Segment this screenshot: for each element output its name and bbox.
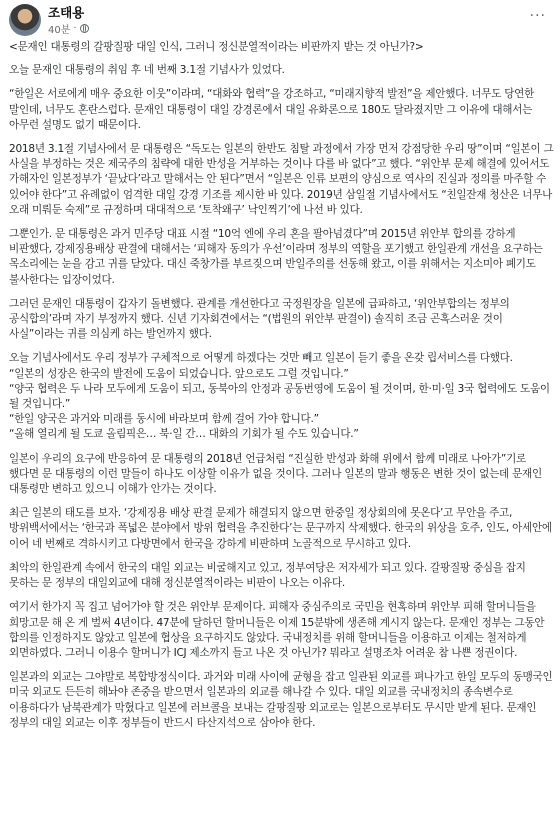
post-header (0, 0, 560, 40)
more-options-icon[interactable]: ··· (529, 8, 546, 24)
avatar[interactable] (9, 4, 41, 36)
post-meta: 40분 · (48, 21, 89, 36)
post-paragraph: 일본이 우리의 요구에 반응하여 문 대통령의 2018년 언급처럼 “진실한 반성과 화해 위에서 함께 미래로 나아가”기로 했다면 문 대통령의 이런 말들이 하나도 이상할 이유가 없을 것이다. 그러나 일본의 말과 행동은 변한 것이 없는데 문재인 대통령만 변하고 있으니 이해가 안가는 것이다. (9, 452, 542, 496)
post-paragraphs (9, 63, 554, 731)
post-time[interactable]: 40분 (48, 25, 71, 36)
post-paragraph: “한일은 서로에게 매우 중요한 이웃”이라며, “대화와 협력”을 강조하고, “미래지향적 발전”을 제안했다. 너무도 당연한 말인데, 너무도 혼란스럽다. 문재인 대통령이 대일 강경론에서 대일 유화론으로 180도 달라졌지만 그 이유에 대해서는 아무런 설명도 없기 때문이다. (9, 88, 535, 131)
post-paragraph: 오늘 문재인 대통령의 취임 후 네 번째 3.1절 기념사가 있었다. (9, 64, 285, 77)
author-name[interactable]: 조태용 (48, 5, 85, 20)
post-paragraph: 그뿐인가. 문 대통령은 과거 민주당 대표 시절 “10억 엔에 우리 혼을 팔아넘겼다”며 2015년 위안부 합의를 강하게 비판했다, 강제징용배상 판결에 대해서는 ‘피해자 동의가 우선’이라며 정부의 역할을 포기했고 한일관계 개선을 요구하는 목소리에는 눈을 감고 귀를 닫았다. 대신 죽창가를 부르짖으며 반일주의를 선동해 왔고, 이를 위해서는 지소미아 폐기도 불사한다는 입장이었다. (9, 228, 543, 286)
post-title: <문재인 대통령의 갈팡질팡 대일 인식, 그러니 정신분열적이라는 비판까지 받는 것 아닌가?> (9, 41, 424, 53)
post-paragraph: 오늘 기념사에서도 우리 정부가 구체적으로 어떻게 하겠다는 것만 빼고 일본이 듣기 좋을 온갖 립서비스를 다했다. “일본의 성장은 한국의 발전에 도움이 되었습니다. 앞으로도 그럴 것입니다.” “양국 협력은 두 나라 모두에게 도움이 되고, 동북아의 안정과 공동번영에 도움이 될 것이며, 한·미·일 3국 협력에도 도움이 될 것입니다.” “한일 양국은 과거와 미래를 동시에 바라보며 함께 걸어 가야 합니다.” “올해 열리게 될 도쿄 올림픽은… 북·일 간… 대화의 기회가 될 수도 있습니다.” (9, 352, 550, 441)
post-body (0, 40, 560, 731)
post-paragraph: 일본과의 외교는 그야말로 복합방정식이다. 과거와 미래 사이에 균형을 잡고 일관된 외교를 펴나가고 한일 모두의 동맹국인 미국 외교도 든든히 해놔야 존중을 받으면서 일본과의 외교를 해나갈 수 있다. 대일 외교를 국내정치의 종속변수로 이용하다가 남북관계가 막혔다고 일본에 러브콜을 보내는 갈팡질팡 외교로는 일본으로부터도 무시만 받게 된다. 문재인 정부의 대일 외교는 이후 정부들이 반드시 타산지석으로 삼아야 한다. (9, 671, 553, 729)
post-paragraph: 2018년 3.1절 기념사에서 문 대통령은 “독도는 일본의 한반도 침탈 과정에서 가장 먼저 강점당한 우리 땅”이며 “일본이 그 사실을 부정하는 것은 제국주의 침략에 대한 반성을 거부하는 것이나 다를 바 없다”고 했다. “위안부 문제 해결에 있어서도 가해자인 일본정부가 ‘끝났다’라고 말해서는 안 된다”면서 “일본은 인류 보편의 양심으로 역사의 진실과 정의를 마주할 수 있어야 한다”고 유례없이 엄격한 대일 강경 기조를 제시한 바 있다. 2019년 삼일절 기념사에서도 “친일잔재 청산은 너무나 오래 미뤄둔 숙제”로 규정하며 대대적으로 ‘토착왜구’ 낙인찍기’에 나선 바 있다. (9, 143, 554, 216)
globe-icon (80, 24, 89, 33)
post-paragraph: 여기서 한가지 꼭 집고 넘어가야 할 것은 위안부 문제이다. 피해자 중심주의로 국민을 현혹하며 위안부 피해 할머니들을 희망고문 해 온 게 벌써 4년이다. 47분에 달하던 할머니들은 이제 15분밖에 생존해 계시지 않는다. 문재인 정부는 그동안 합의를 인정하지도 않았고 일본에 협상을 요구하지도 않았다. 국내정치를 위해 할머니들을 이용하고 이제는 철저하게 외면하였다. 그러니 이용수 할머니가 ICJ 제소까지 들고 나온 것 아닌가? 뭐라고 설명조차 어려운 참 나쁜 정권이다. (9, 601, 545, 659)
post-paragraph: 그러던 문재인 대통령이 갑자기 돌변했다. 관계를 개선한다고 국정원장을 일본에 급파하고, ‘위안부합의는 정부의 공식합의’라며 자기 부정까지 했다. 신년 기자회견에서는 “(법원의 위안부 판결이) 솔직히 조금 곤혹스러운 것이 사실”이라는 귀를 의심케 하는 발언까지 했다. (9, 297, 510, 341)
post-paragraph: 최악의 한일관계 속에서 한국의 대일 외교는 비굴해지고 있고, 정부여당은 저자세가 되고 있다. 갈팡질팡 중심을 잡지 못하는 문 정부의 대일외교에 대해 정신분열적이라는 비판이 나오는 이유다. (9, 561, 526, 590)
post-paragraph: 최근 일본의 태도를 보자. ‘강제징용 배상 판결 문제가 해결되지 않으면 한중일 정상회의에 못온다’고 무안을 주고, 방위백서에서는 ‘한국과 폭넓은 분야에서 방위 협력을 추진한다’는 문구까지 삭제했다. 한국의 위상을 호주, 인도, 아세안에 이어 네 번째로 격하시키고 다방면에서 한국을 강하게 비판하며 노골적으로 무시하고 있다. (9, 507, 552, 550)
